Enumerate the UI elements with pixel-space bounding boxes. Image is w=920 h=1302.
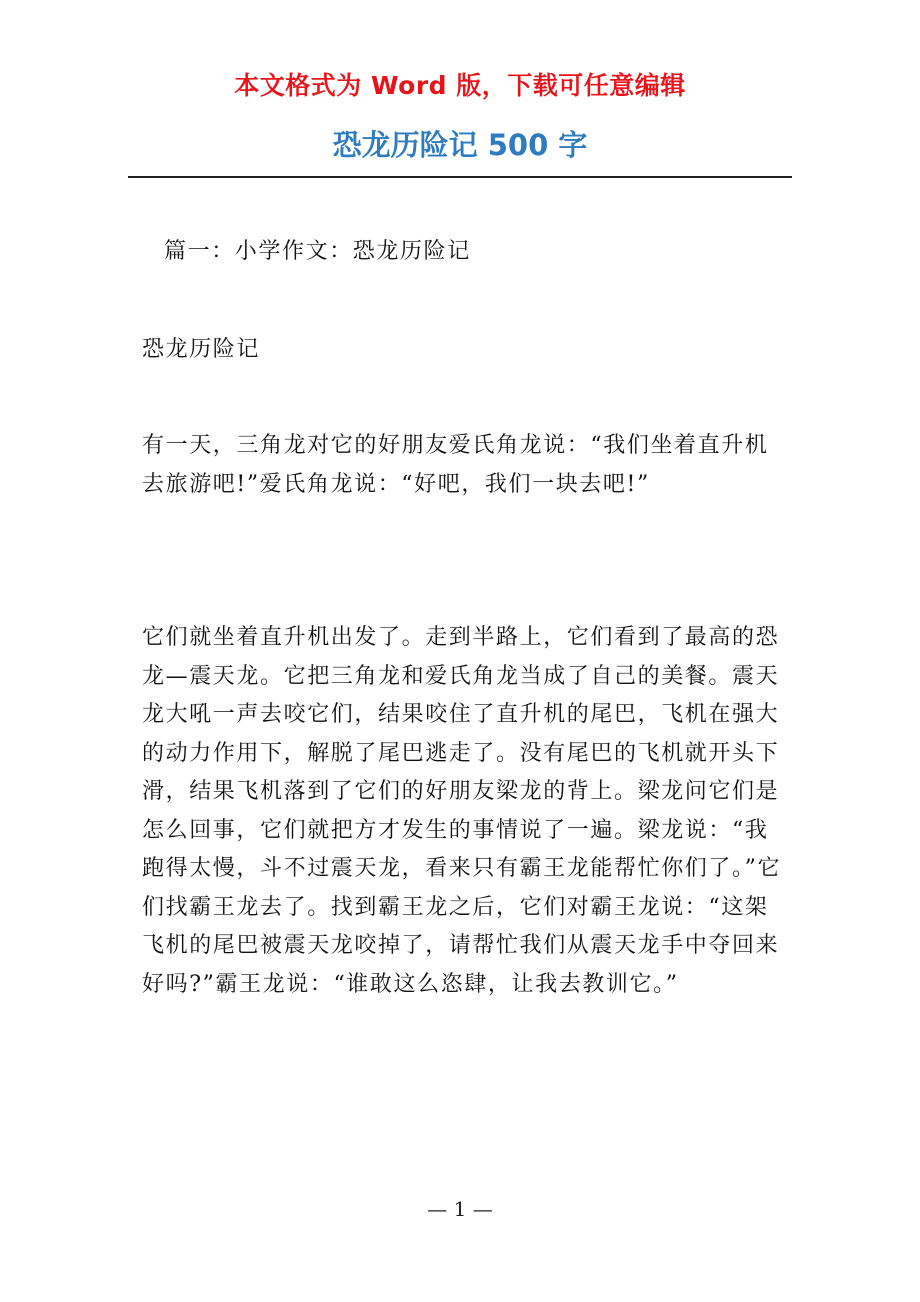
essay-title: 恐龙历险记 bbox=[142, 337, 261, 362]
paragraph-1: 有一天，三角龙对它的好朋友爱氏角龙说：“我们坐着直升机去旅游吧!”爱氏角龙说：“好吧，我们一块去吧!” bbox=[142, 433, 769, 497]
paragraph-2: 它们就坐着直升机出发了。走到半路上，它们看到了最高的恐龙—震天龙。它把三角龙和爱氏角龙当成了自己的美餐。震天龙大吼一声去咬它们，结果咬住了直升机的尾巴，飞机在强大的动力作用下，解脱了尾巴逃走了。没有尾巴的飞机就开头下滑，结果飞机落到了它们的好朋友梁龙的背上。梁龙问它们是怎么回事，它们就把方才发生的事情说了一遍。梁龙说：“我跑得太慢，斗不过震天龙，看来只有霸王龙能帮忙你们了。”它们找霸王龙去了。找到霸王龙之后，它们对霸王龙说：“这架飞机的尾巴被震天龙咬掉了，请帮忙我们从震天龙手中夺回来好吗?”霸王龙说：“谁敢这么恣肆，让我去教训它。” bbox=[142, 625, 782, 997]
header-divider bbox=[128, 176, 792, 178]
section-heading: 篇一：小学作文：恐龙历险记 bbox=[164, 239, 471, 264]
format-notice-banner: 本文格式为 Word 版，下载可任意编辑 bbox=[234, 71, 686, 100]
document-title: 恐龙历险记 500 字 bbox=[332, 128, 588, 162]
page-number: — 1 — bbox=[427, 1197, 493, 1221]
